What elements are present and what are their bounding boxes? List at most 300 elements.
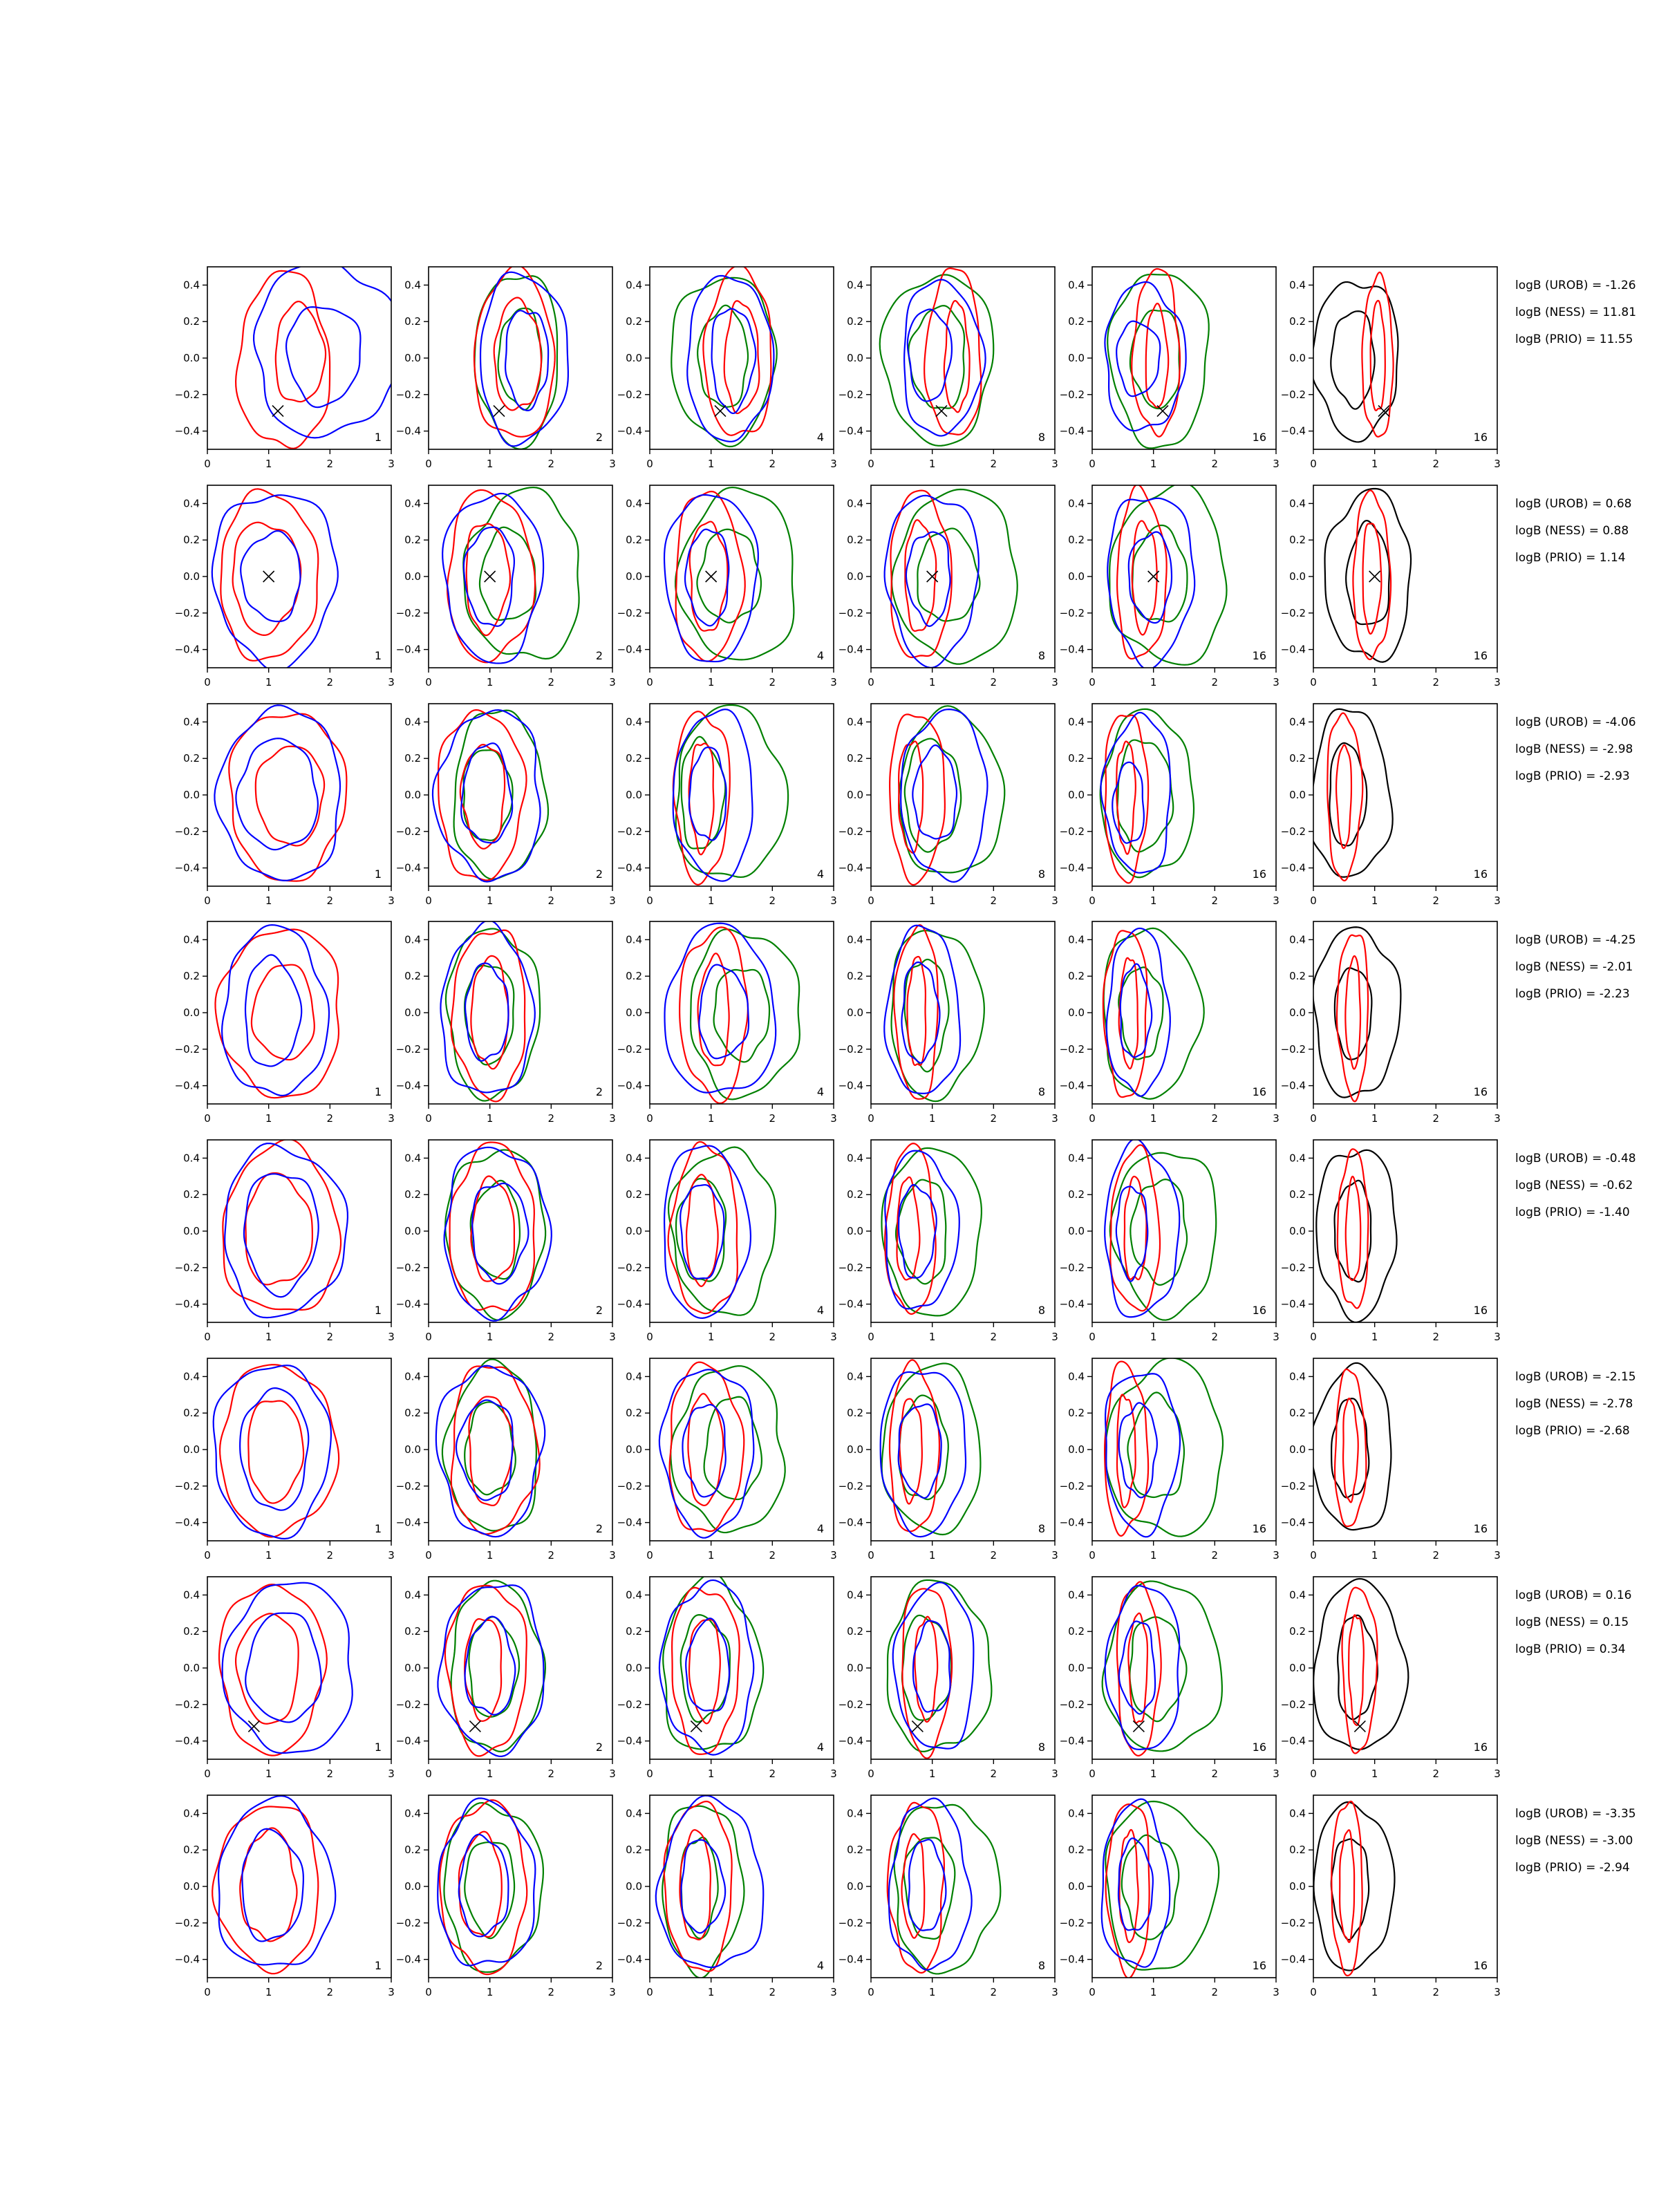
y-tick-label: 0.0	[1068, 1662, 1085, 1674]
y-tick-label: −0.4	[617, 1734, 642, 1747]
y-tick-label: 0.4	[183, 497, 200, 510]
y-tick-label: 0.4	[626, 497, 642, 510]
y-tick-label: −0.4	[617, 1516, 642, 1529]
y-tick-label: 0.2	[404, 534, 421, 547]
y-tick-label: −0.2	[395, 1042, 421, 1056]
x-tick-label: 0	[204, 1986, 211, 1998]
x-tick-label: 1	[1150, 1768, 1157, 1780]
y-tick-label: −0.4	[174, 424, 200, 438]
y-tick-label: −0.2	[395, 1916, 421, 1929]
y-tick-label: 0.0	[847, 570, 863, 583]
y-tick-label: 0.4	[1289, 1370, 1306, 1383]
y-tick-label: −0.4	[174, 1516, 200, 1529]
sample-count-label: 16	[1473, 431, 1488, 444]
x-tick-label: 2	[1211, 1986, 1219, 1998]
x-tick-label: 3	[1273, 1986, 1280, 1998]
x-tick-label: 2	[990, 458, 997, 470]
x-tick-label: 2	[1432, 1549, 1440, 1562]
y-tick-label: 0.2	[626, 970, 642, 983]
y-tick-label: −0.2	[838, 825, 863, 838]
y-tick-label: 0.4	[1068, 715, 1085, 729]
y-tick-label: 0.0	[183, 1225, 200, 1237]
x-tick-label: 0	[1089, 894, 1096, 907]
x-tick-label: 3	[388, 458, 395, 470]
x-tick-label: 2	[326, 1768, 334, 1780]
x-tick-label: 0	[868, 1331, 874, 1343]
y-tick-label: 0.4	[626, 1152, 642, 1165]
x-tick-label: 2	[1211, 1331, 1219, 1343]
y-tick-label: 0.2	[404, 1188, 421, 1201]
x-tick-label: 3	[1494, 1986, 1501, 1998]
sample-count-label: 4	[816, 431, 824, 444]
y-tick-label: 0.2	[1068, 752, 1085, 765]
y-tick-label: −0.4	[1280, 1516, 1306, 1529]
y-tick-label: −0.2	[617, 388, 642, 401]
x-tick-label: 0	[1310, 1986, 1317, 1998]
y-tick-label: 0.4	[404, 1588, 421, 1602]
y-tick-label: −0.2	[1280, 606, 1306, 619]
y-tick-label: −0.2	[174, 1261, 200, 1274]
x-tick-label: 0	[1310, 1331, 1317, 1343]
y-tick-label: 0.4	[626, 279, 642, 292]
x-tick-label: 2	[769, 458, 776, 470]
x-tick-label: 2	[769, 1986, 776, 1998]
logb-value-label: logB (PRIO) = 1.14	[1515, 551, 1626, 565]
x-tick-label: 3	[388, 1331, 395, 1343]
sample-count-label: 8	[1038, 1741, 1045, 1754]
y-tick-label: 0.2	[1289, 534, 1306, 547]
x-tick-label: 2	[326, 1986, 334, 1998]
y-tick-label: 0.2	[404, 315, 421, 328]
y-tick-label: 0.4	[1289, 715, 1306, 729]
sample-count-label: 1	[374, 1304, 382, 1317]
y-tick-label: 0.4	[847, 933, 863, 946]
x-tick-label: 0	[646, 1331, 653, 1343]
x-tick-label: 0	[646, 1986, 653, 1998]
y-tick-label: −0.2	[1280, 1698, 1306, 1711]
x-tick-label: 1	[265, 1331, 272, 1343]
sample-count-label: 8	[1038, 649, 1045, 662]
sample-count-label: 1	[374, 431, 382, 444]
y-tick-label: 0.4	[183, 1588, 200, 1602]
y-tick-label: 0.0	[1289, 352, 1306, 364]
y-tick-label: 0.2	[183, 1188, 200, 1201]
x-tick-label: 1	[486, 458, 494, 470]
sample-count-label: 4	[816, 649, 824, 662]
x-tick-label: 0	[204, 676, 211, 688]
x-tick-label: 2	[547, 1986, 555, 1998]
y-tick-label: −0.2	[395, 1698, 421, 1711]
y-tick-label: 0.4	[404, 497, 421, 510]
x-tick-label: 1	[707, 894, 715, 907]
x-tick-label: 3	[1051, 458, 1058, 470]
x-tick-label: 1	[928, 894, 936, 907]
x-tick-label: 3	[1051, 1112, 1058, 1125]
sample-count-label: 2	[595, 868, 603, 881]
y-tick-label: −0.2	[395, 388, 421, 401]
y-tick-label: 0.4	[626, 1807, 642, 1820]
x-tick-label: 2	[990, 1112, 997, 1125]
sample-count-label: 4	[816, 1741, 824, 1754]
y-tick-label: −0.2	[617, 825, 642, 838]
y-tick-label: −0.4	[1280, 1734, 1306, 1747]
y-tick-label: 0.2	[626, 1844, 642, 1857]
y-tick-label: 0.0	[626, 1225, 642, 1237]
x-tick-label: 0	[1089, 458, 1096, 470]
x-tick-label: 0	[425, 676, 432, 688]
x-tick-label: 3	[388, 1768, 395, 1780]
y-tick-label: 0.4	[847, 1152, 863, 1165]
x-tick-label: 0	[425, 1986, 432, 1998]
logb-value-label: logB (UROB) = -4.06	[1515, 715, 1636, 729]
y-tick-label: −0.2	[1059, 1479, 1085, 1492]
sample-count-label: 8	[1038, 1304, 1045, 1317]
y-tick-label: 0.2	[183, 1407, 200, 1420]
y-tick-label: −0.2	[617, 1698, 642, 1711]
y-tick-label: −0.2	[617, 1042, 642, 1056]
y-tick-label: −0.2	[1280, 1916, 1306, 1929]
x-tick-label: 2	[990, 676, 997, 688]
y-tick-label: 0.4	[1289, 1152, 1306, 1165]
x-tick-label: 3	[609, 676, 616, 688]
sample-count-label: 2	[595, 1959, 603, 1972]
x-tick-label: 3	[1051, 1768, 1058, 1780]
sample-count-label: 16	[1252, 1304, 1266, 1317]
y-tick-label: 0.0	[847, 352, 863, 364]
logb-value-label: logB (PRIO) = 11.55	[1515, 332, 1633, 346]
y-tick-label: 0.2	[1289, 970, 1306, 983]
y-tick-label: 0.2	[626, 315, 642, 328]
y-tick-label: 0.4	[847, 715, 863, 729]
y-tick-label: 0.4	[404, 715, 421, 729]
x-tick-label: 2	[990, 894, 997, 907]
y-tick-label: 0.2	[183, 1625, 200, 1638]
sample-count-label: 2	[595, 431, 603, 444]
x-tick-label: 3	[609, 1768, 616, 1780]
x-tick-label: 0	[1310, 676, 1317, 688]
x-tick-label: 3	[388, 676, 395, 688]
y-tick-label: 0.4	[626, 933, 642, 946]
x-tick-label: 3	[1051, 1986, 1058, 1998]
y-tick-label: −0.2	[174, 606, 200, 619]
x-tick-label: 1	[928, 1986, 936, 1998]
logb-value-label: logB (NESS) = -0.62	[1515, 1179, 1633, 1192]
x-tick-label: 0	[868, 1549, 874, 1562]
y-tick-label: 0.0	[183, 1443, 200, 1456]
x-tick-label: 2	[990, 1768, 997, 1780]
y-tick-label: 0.4	[626, 1588, 642, 1602]
x-tick-label: 1	[486, 676, 494, 688]
y-tick-label: 0.4	[183, 933, 200, 946]
y-tick-label: 0.4	[1289, 933, 1306, 946]
logb-value-label: logB (PRIO) = -2.93	[1515, 769, 1630, 783]
y-tick-label: 0.2	[1289, 315, 1306, 328]
x-tick-label: 1	[486, 1549, 494, 1562]
y-tick-label: −0.4	[1280, 643, 1306, 656]
logb-value-label: logB (NESS) = 11.81	[1515, 306, 1637, 319]
sample-count-label: 1	[374, 1522, 382, 1535]
y-tick-label: −0.4	[395, 643, 421, 656]
y-tick-label: −0.4	[1280, 1953, 1306, 1966]
x-tick-label: 1	[1371, 1986, 1378, 1998]
y-tick-label: −0.4	[395, 861, 421, 874]
y-tick-label: 0.0	[183, 570, 200, 583]
y-tick-label: 0.4	[183, 715, 200, 729]
y-tick-label: 0.4	[626, 1370, 642, 1383]
x-tick-label: 0	[1089, 676, 1096, 688]
y-tick-label: −0.2	[1280, 1042, 1306, 1056]
y-tick-label: −0.4	[174, 1297, 200, 1311]
x-tick-label: 3	[830, 1549, 837, 1562]
x-tick-label: 1	[1371, 676, 1378, 688]
x-tick-label: 1	[265, 458, 272, 470]
y-tick-label: 0.2	[847, 534, 863, 547]
y-tick-label: 0.2	[626, 534, 642, 547]
x-tick-label: 3	[609, 894, 616, 907]
x-tick-label: 3	[830, 1986, 837, 1998]
sample-count-label: 4	[816, 1304, 824, 1317]
y-tick-label: 0.2	[626, 752, 642, 765]
y-tick-label: −0.4	[1280, 424, 1306, 438]
y-tick-label: 0.0	[847, 1880, 863, 1893]
y-tick-label: −0.4	[1280, 1079, 1306, 1092]
x-tick-label: 0	[1089, 1986, 1096, 1998]
y-tick-label: −0.4	[1059, 643, 1085, 656]
x-tick-label: 1	[928, 1549, 936, 1562]
x-tick-label: 3	[830, 1768, 837, 1780]
y-tick-label: −0.4	[1280, 861, 1306, 874]
x-tick-label: 0	[425, 458, 432, 470]
y-tick-label: 0.0	[183, 1662, 200, 1674]
y-tick-label: 0.2	[1068, 1188, 1085, 1201]
x-tick-label: 2	[1432, 894, 1440, 907]
sample-count-label: 16	[1473, 868, 1488, 881]
x-tick-label: 0	[868, 1986, 874, 1998]
x-tick-label: 0	[868, 1768, 874, 1780]
y-tick-label: 0.4	[404, 279, 421, 292]
y-tick-label: −0.2	[174, 825, 200, 838]
x-tick-label: 1	[486, 1768, 494, 1780]
logb-value-label: logB (UROB) = -3.35	[1515, 1807, 1636, 1821]
y-tick-label: 0.2	[847, 1188, 863, 1201]
sample-count-label: 4	[816, 868, 824, 881]
y-tick-label: −0.4	[395, 1953, 421, 1966]
y-tick-label: 0.2	[1068, 1844, 1085, 1857]
x-tick-label: 2	[547, 1768, 555, 1780]
y-tick-label: 0.0	[1289, 1225, 1306, 1237]
x-tick-label: 1	[1150, 1112, 1157, 1125]
y-tick-label: 0.0	[1289, 1880, 1306, 1893]
x-tick-label: 1	[707, 1112, 715, 1125]
x-tick-label: 1	[1371, 458, 1378, 470]
x-tick-label: 2	[769, 1331, 776, 1343]
y-tick-label: 0.0	[626, 1443, 642, 1456]
x-tick-label: 2	[1432, 1986, 1440, 1998]
y-tick-label: −0.2	[1059, 388, 1085, 401]
x-tick-label: 1	[1150, 1986, 1157, 1998]
y-tick-label: −0.4	[617, 643, 642, 656]
x-tick-label: 1	[1371, 1549, 1378, 1562]
sample-count-label: 16	[1473, 1304, 1488, 1317]
y-tick-label: 0.2	[847, 1625, 863, 1638]
y-tick-label: 0.4	[847, 279, 863, 292]
x-tick-label: 3	[1494, 1112, 1501, 1125]
y-tick-label: 0.2	[1289, 1625, 1306, 1638]
y-tick-label: 0.4	[847, 1588, 863, 1602]
x-tick-label: 3	[609, 1549, 616, 1562]
y-tick-label: 0.2	[404, 1844, 421, 1857]
x-tick-label: 0	[204, 894, 211, 907]
x-tick-label: 3	[609, 1331, 616, 1343]
x-tick-label: 2	[769, 894, 776, 907]
y-tick-label: 0.4	[1068, 1370, 1085, 1383]
x-tick-label: 2	[1211, 1549, 1219, 1562]
sample-count-label: 16	[1252, 1522, 1266, 1535]
y-tick-label: −0.4	[838, 1516, 863, 1529]
x-tick-label: 1	[928, 1768, 936, 1780]
x-tick-label: 2	[1432, 1331, 1440, 1343]
y-tick-label: −0.4	[1059, 1297, 1085, 1311]
x-tick-label: 2	[547, 1549, 555, 1562]
y-tick-label: 0.2	[404, 752, 421, 765]
x-tick-label: 1	[707, 676, 715, 688]
x-tick-label: 3	[1273, 458, 1280, 470]
y-tick-label: 0.0	[847, 1443, 863, 1456]
sample-count-label: 8	[1038, 1085, 1045, 1098]
y-tick-label: 0.0	[1068, 1443, 1085, 1456]
sample-count-label: 8	[1038, 1522, 1045, 1535]
y-tick-label: 0.0	[183, 789, 200, 801]
x-tick-label: 3	[830, 1331, 837, 1343]
x-tick-label: 3	[1494, 676, 1501, 688]
x-tick-label: 0	[1089, 1331, 1096, 1343]
x-tick-label: 2	[326, 676, 334, 688]
x-tick-label: 3	[609, 458, 616, 470]
y-tick-label: 0.2	[847, 752, 863, 765]
x-tick-label: 0	[646, 894, 653, 907]
x-tick-label: 3	[1273, 1331, 1280, 1343]
y-tick-label: 0.4	[1068, 279, 1085, 292]
x-tick-label: 2	[1432, 1768, 1440, 1780]
sample-count-label: 16	[1252, 868, 1266, 881]
x-tick-label: 1	[486, 894, 494, 907]
x-tick-label: 2	[1211, 894, 1219, 907]
x-tick-label: 0	[204, 1768, 211, 1780]
y-tick-label: 0.0	[1068, 570, 1085, 583]
x-tick-label: 0	[868, 676, 874, 688]
y-tick-label: −0.4	[1059, 861, 1085, 874]
y-tick-label: 0.2	[847, 1407, 863, 1420]
x-tick-label: 3	[1273, 676, 1280, 688]
x-tick-label: 1	[265, 894, 272, 907]
x-tick-label: 2	[1211, 676, 1219, 688]
x-tick-label: 1	[486, 1331, 494, 1343]
y-tick-label: −0.2	[174, 1698, 200, 1711]
logb-value-label: logB (UROB) = 0.16	[1515, 1588, 1632, 1602]
y-tick-label: 0.0	[1068, 1880, 1085, 1893]
sample-count-label: 16	[1252, 649, 1266, 662]
y-tick-label: 0.4	[847, 497, 863, 510]
logb-value-label: logB (UROB) = -4.25	[1515, 933, 1636, 947]
x-tick-label: 1	[707, 1986, 715, 1998]
y-tick-label: 0.0	[404, 1443, 421, 1456]
x-tick-label: 3	[1051, 894, 1058, 907]
logb-value-label: logB (PRIO) = -2.68	[1515, 1424, 1630, 1438]
y-tick-label: −0.2	[1059, 1042, 1085, 1056]
y-tick-label: 0.4	[1068, 933, 1085, 946]
x-tick-label: 1	[265, 1549, 272, 1562]
x-tick-label: 1	[1150, 676, 1157, 688]
x-tick-label: 0	[1310, 1112, 1317, 1125]
y-tick-label: 0.2	[1068, 534, 1085, 547]
x-tick-label: 1	[265, 1768, 272, 1780]
sample-count-label: 16	[1473, 1085, 1488, 1098]
y-tick-label: 0.4	[1068, 1588, 1085, 1602]
x-tick-label: 0	[1310, 1549, 1317, 1562]
sample-count-label: 2	[595, 1304, 603, 1317]
x-tick-label: 3	[388, 1549, 395, 1562]
y-tick-label: 0.0	[183, 1880, 200, 1893]
y-tick-label: 0.2	[1289, 1844, 1306, 1857]
x-tick-label: 0	[1310, 894, 1317, 907]
y-tick-label: −0.2	[1059, 1698, 1085, 1711]
y-tick-label: 0.4	[1289, 1588, 1306, 1602]
y-tick-label: −0.2	[174, 1916, 200, 1929]
y-tick-label: −0.2	[1059, 825, 1085, 838]
x-tick-label: 0	[425, 1768, 432, 1780]
x-tick-label: 2	[547, 894, 555, 907]
y-tick-label: 0.2	[404, 1625, 421, 1638]
y-tick-label: 0.0	[1068, 352, 1085, 364]
y-tick-label: 0.0	[404, 1225, 421, 1237]
x-tick-label: 3	[609, 1986, 616, 1998]
y-tick-label: −0.4	[395, 1516, 421, 1529]
x-tick-label: 3	[1273, 894, 1280, 907]
y-tick-label: −0.2	[838, 1261, 863, 1274]
x-tick-label: 1	[486, 1986, 494, 1998]
x-tick-label: 2	[547, 1331, 555, 1343]
y-tick-label: 0.0	[1289, 570, 1306, 583]
x-tick-label: 0	[425, 894, 432, 907]
y-tick-label: 0.2	[847, 1844, 863, 1857]
sample-count-label: 4	[816, 1085, 824, 1098]
y-tick-label: −0.4	[174, 1734, 200, 1747]
x-tick-label: 2	[326, 1331, 334, 1343]
x-tick-label: 2	[769, 1768, 776, 1780]
x-tick-label: 0	[204, 458, 211, 470]
x-tick-label: 0	[1089, 1112, 1096, 1125]
y-tick-label: −0.4	[838, 1079, 863, 1092]
x-tick-label: 2	[1432, 1112, 1440, 1125]
x-tick-label: 3	[388, 1986, 395, 1998]
x-tick-label: 2	[990, 1986, 997, 1998]
y-tick-label: 0.0	[1289, 1443, 1306, 1456]
logb-value-label: logB (NESS) = -2.78	[1515, 1397, 1633, 1411]
x-tick-label: 1	[707, 458, 715, 470]
logb-value-label: logB (PRIO) = 0.34	[1515, 1642, 1626, 1656]
sample-count-label: 16	[1252, 1085, 1266, 1098]
x-tick-label: 1	[265, 676, 272, 688]
logb-value-label: logB (UROB) = 0.68	[1515, 497, 1632, 511]
x-tick-label: 3	[1494, 1331, 1501, 1343]
x-tick-label: 2	[547, 1112, 555, 1125]
x-tick-label: 0	[425, 1331, 432, 1343]
y-tick-label: −0.2	[395, 825, 421, 838]
sample-count-label: 16	[1473, 649, 1488, 662]
y-tick-label: 0.2	[1289, 1188, 1306, 1201]
y-tick-label: −0.2	[838, 1698, 863, 1711]
y-tick-label: 0.4	[183, 1807, 200, 1820]
